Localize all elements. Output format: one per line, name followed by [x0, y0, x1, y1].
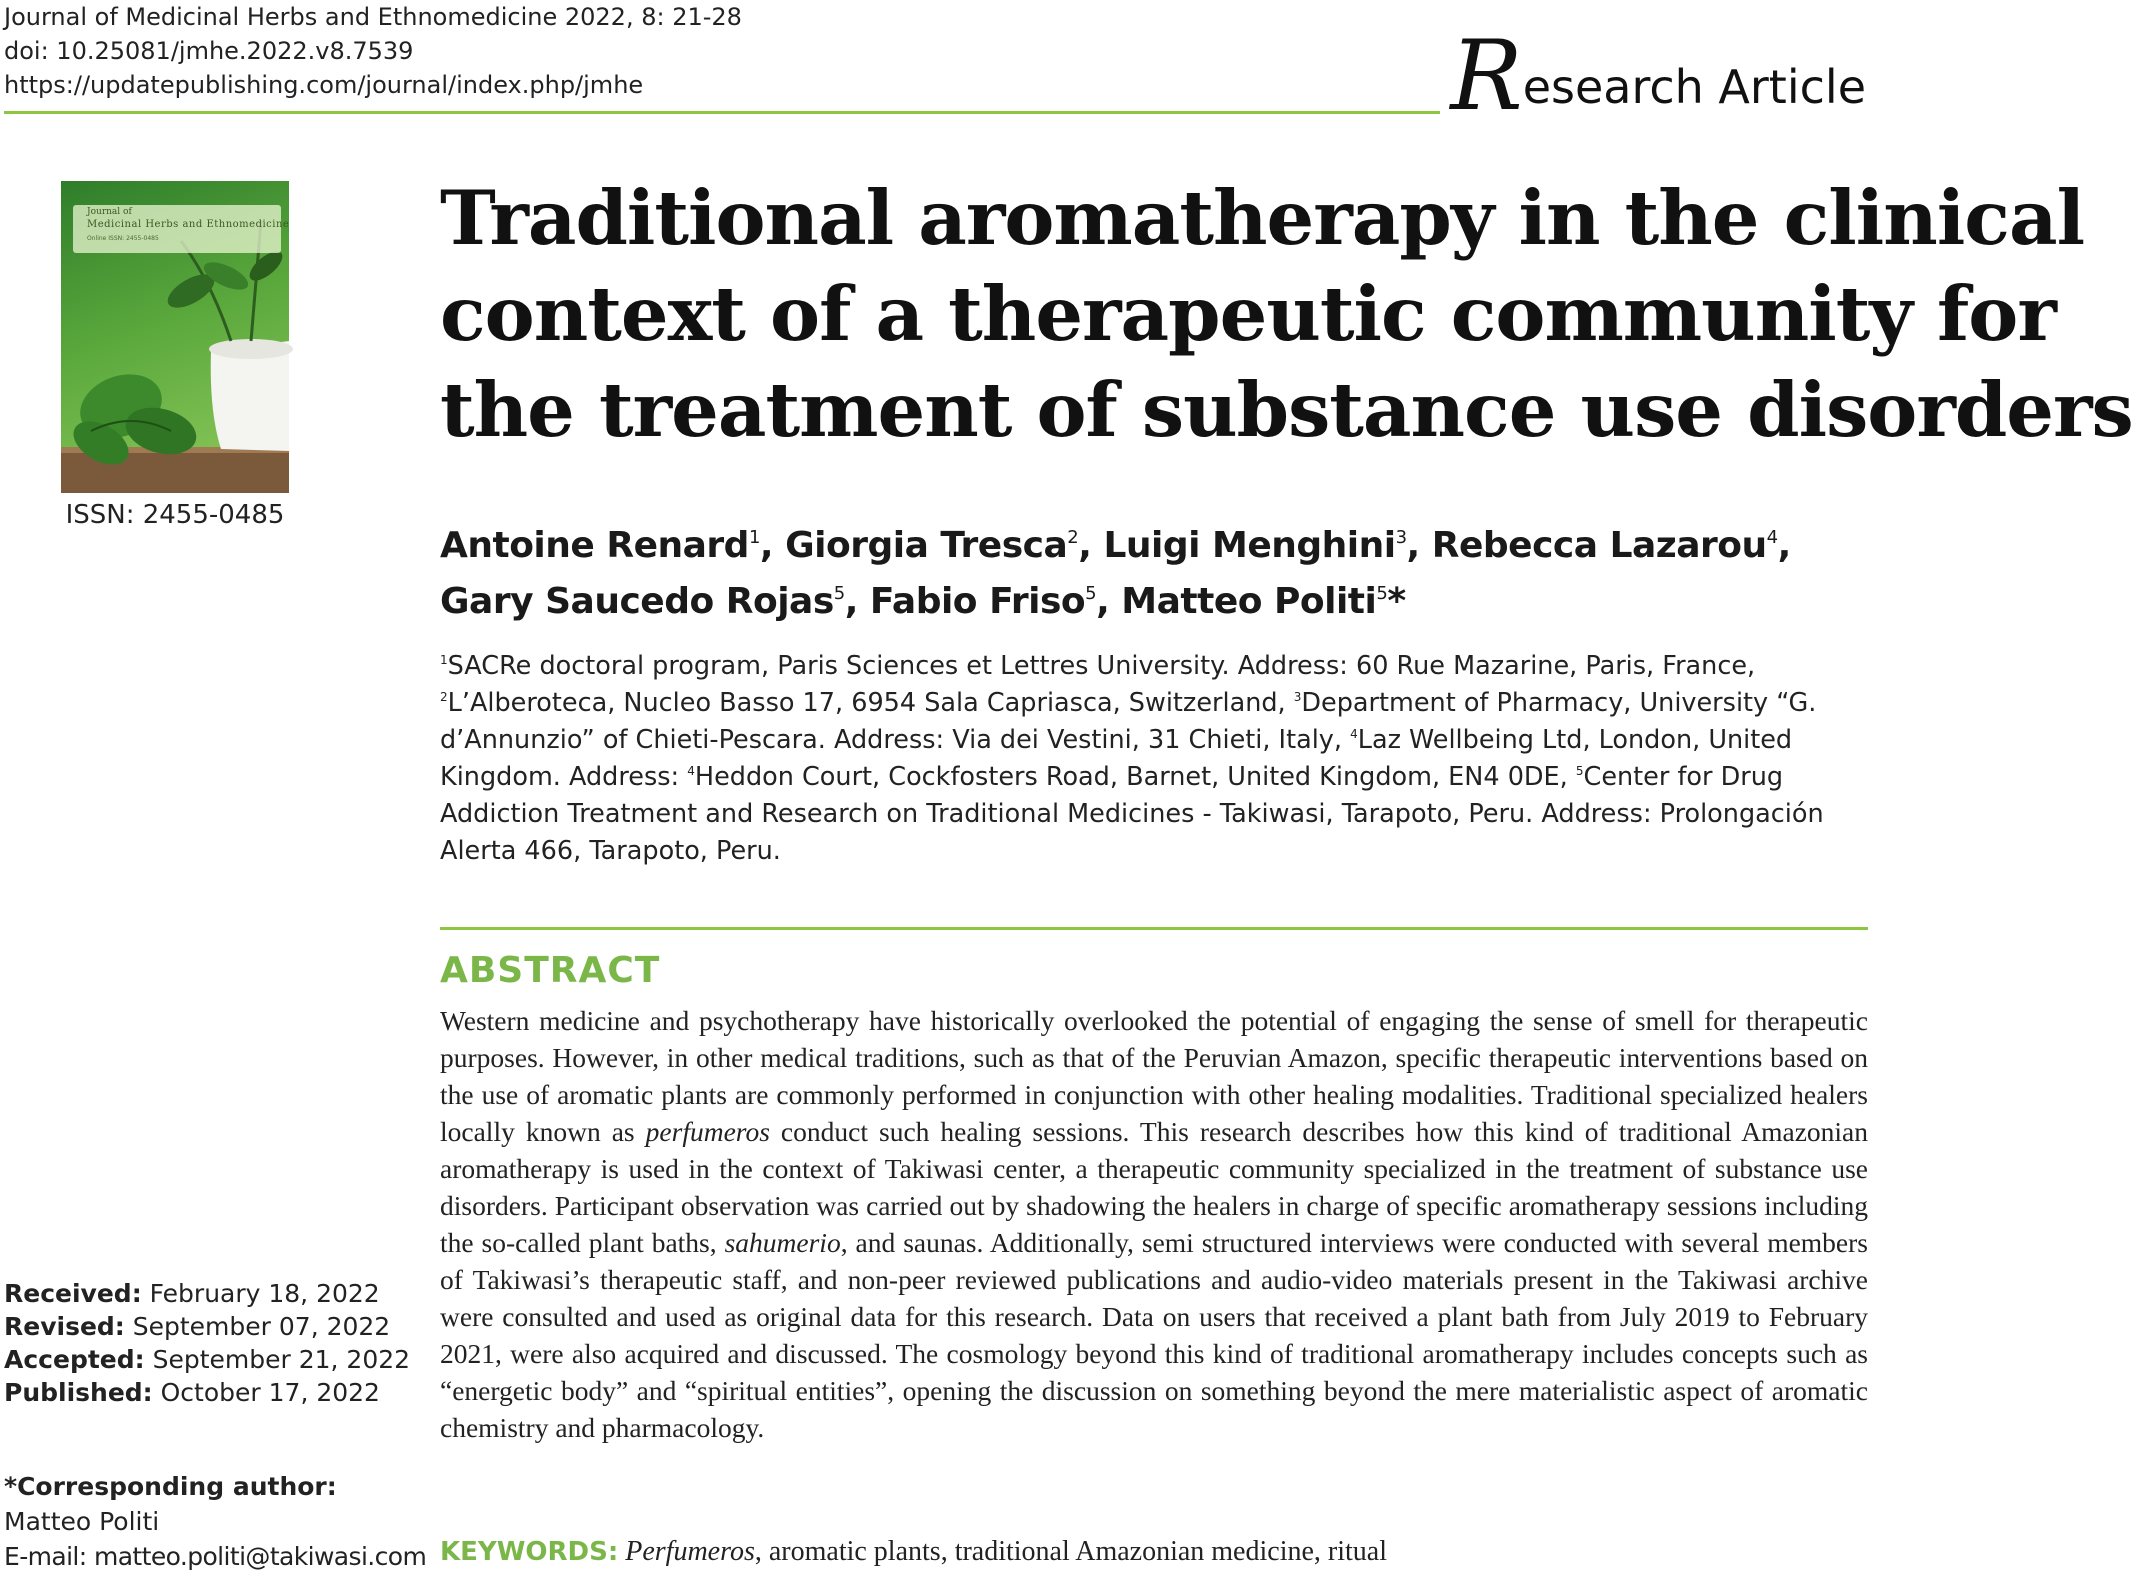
keywords-label: KEYWORDS:	[440, 1537, 619, 1567]
article-type-rest: esearch Article	[1522, 60, 1866, 114]
accepted-value: September 21, 2022	[144, 1345, 411, 1374]
header-divider	[4, 111, 1440, 114]
doi-line[interactable]: doi: 10.25081/jmhe.2022.v8.7539	[4, 37, 414, 65]
author-affiliation-mark: 2	[1067, 527, 1079, 548]
title-line-1: Traditional aromatherapy in the clinical	[440, 174, 2085, 262]
accepted-date	[4, 1343, 410, 1376]
author-affiliation-mark: 5	[833, 583, 845, 604]
cover-journal-name: Medicinal Herbs and Ethnomedicine	[87, 219, 290, 230]
affiliation-mark: 5	[1575, 764, 1584, 778]
author-separator: ,	[759, 525, 786, 566]
author-separator: ,	[844, 581, 870, 622]
keywords-rest: , aromatic plants, traditional Amazonian medicine, ritual	[754, 1536, 1387, 1567]
abstract-text	[440, 1002, 1868, 1446]
email-line	[4, 1539, 426, 1574]
article-type-initial: R	[1450, 20, 1523, 132]
published-label: Published:	[4, 1378, 153, 1407]
journal-citation: Journal of Medicinal Herbs and Ethnomedicine 2022, 8: 21-28	[4, 3, 742, 31]
author-affiliation-mark: 3	[1395, 527, 1407, 548]
revised-value: September 07, 2022	[124, 1312, 391, 1341]
author-name: Antoine Renard	[440, 525, 749, 566]
article-type-label	[1450, 20, 1866, 132]
author-name: Fabio Friso	[869, 581, 1086, 622]
author-affiliation-mark: 5	[1376, 583, 1388, 604]
received-date	[4, 1277, 410, 1310]
published-date	[4, 1376, 410, 1409]
revised-label: Revised:	[4, 1312, 125, 1341]
affiliation-mark: 4	[687, 764, 695, 778]
author-line-1	[440, 518, 1860, 574]
author-separator: ,	[1406, 525, 1432, 566]
corresponding-author-name: Matteo Politi	[4, 1507, 160, 1536]
journal-url[interactable]: https://updatepublishing.com/journal/index.php/jmhe	[4, 71, 644, 99]
affiliation-mark: 1	[440, 653, 448, 667]
received-label: Received:	[4, 1279, 142, 1308]
received-value: February 18, 2022	[141, 1279, 380, 1308]
author-affiliation-mark: 1	[748, 527, 760, 548]
abstract-part-2: conduct such healing sessions. This research describes how this kind of traditional Amazonian aromatherapy is used in the context of Takiwasi center, a therapeutic community specialized in the treatment of substance use disorders. Participant observation was carried out by shadowing the healers in charge of specific aromatherapy sessions including the so-called plant baths,	[440, 1116, 1868, 1258]
author-affiliation-mark: 4	[1766, 527, 1778, 548]
title-line-2: context of a therapeutic community for	[440, 270, 2056, 358]
published-value: October 17, 2022	[152, 1378, 380, 1407]
cover-journal-of: Journal of	[87, 207, 132, 217]
cover-online-issn: Online ISSN: 2455-0485	[87, 235, 159, 242]
corresponding-author-star: *	[1387, 581, 1406, 622]
abstract-part-3: , and saunas. Additionally, semi structured interviews were conducted with several members of Takiwasi’s therapeutic staff, and non-peer reviewed publications and audio-video materials present in the Takiwasi archive were consulted and used as original data for this research. Data on users that received a plant bath from July 2019 to February 2021, were also acquired and discussed. The cosmology beyond this kind of traditional aromatherapy includes concepts such as “energetic body” and “spiritual entities”, opening the discussion on something beyond the mere materialistic aspect of aromatic chemistry and pharmacology.	[440, 1227, 1868, 1443]
revised-date	[4, 1310, 410, 1343]
corresponding-author	[4, 1469, 426, 1574]
issn-label: ISSN: 2455-0485	[65, 500, 285, 530]
journal-header	[4, 0, 1304, 102]
title-line-3: the treatment of substance use disorders	[440, 366, 2133, 454]
author-separator: ,	[1078, 525, 1104, 566]
author-name: Gary Saucedo Rojas	[440, 581, 834, 622]
affiliation-3: Department of Pharmacy, University “G. d’Annunzio” of Chieti-Pescara. Address: Via dei Vestini, 31 Chieti, Italy,	[440, 688, 1817, 755]
abstract-divider	[440, 927, 1868, 930]
affiliation-mark: 4	[1350, 727, 1358, 741]
author-separator: ,	[1777, 525, 1791, 566]
affiliation-4: Laz Wellbeing Ltd, London, United Kingdom. Address:	[440, 725, 1793, 792]
corresponding-author-label: *Corresponding author:	[4, 1472, 337, 1501]
abstract-heading: ABSTRACT	[440, 950, 661, 991]
keyword-perfumeros: Perfumeros	[625, 1536, 755, 1567]
author-name: Luigi Menghini	[1103, 525, 1396, 566]
cover-title-band	[73, 205, 290, 253]
author-separator: ,	[1096, 581, 1122, 622]
author-list	[440, 518, 1860, 630]
abstract-term-perfumeros: perfumeros	[645, 1116, 770, 1147]
author-name: Giorgia Tresca	[785, 525, 1068, 566]
keywords	[440, 1536, 1387, 1568]
affiliation-mark: 3	[1293, 690, 1302, 704]
abstract-term-sahumerio: sahumerio	[724, 1227, 841, 1258]
publication-dates	[4, 1277, 410, 1409]
affiliation-4-address: Heddon Court, Cockfosters Road, Barnet, United Kingdom, EN4 0DE,	[694, 762, 1576, 792]
affiliations	[440, 648, 1865, 870]
affiliation-2: L’Alberoteca, Nucleo Basso 17, 6954 Sala Capriasca, Switzerland,	[447, 688, 1294, 718]
email-link[interactable]: matteo.politi@takiwasi.com	[93, 1542, 427, 1571]
affiliation-1: SACRe doctoral program, Paris Sciences et Lettres University. Address: 60 Rue Mazarine, Paris, France,	[447, 651, 1756, 681]
journal-cover-image	[61, 181, 289, 493]
accepted-label: Accepted:	[4, 1345, 145, 1374]
author-name: Matteo Politi	[1121, 581, 1377, 622]
abstract-part-1: Western medicine and psychotherapy have historically overlooked the potential of engaging the sense of smell for therapeutic purposes. However, in other medical traditions, such as that of the Peruvian Amazon, specific therapeutic interventions based on the use of aromatic plants are commonly performed in conjunction with other healing modalities. Traditional specialized healers locally known as	[440, 1005, 1868, 1147]
affiliation-mark: 2	[440, 690, 448, 704]
author-line-2	[440, 574, 1860, 630]
author-affiliation-mark: 5	[1085, 583, 1097, 604]
affiliation-5: Center for Drug Addiction Treatment and Research on Traditional Medicines - Takiwasi, Tarapoto, Peru. Address: Prolongación Alerta 466, Tarapoto, Peru.	[440, 762, 1824, 866]
email-label: E-mail:	[4, 1542, 94, 1571]
article-title	[440, 170, 2133, 458]
author-name: Rebecca Lazarou	[1431, 525, 1767, 566]
